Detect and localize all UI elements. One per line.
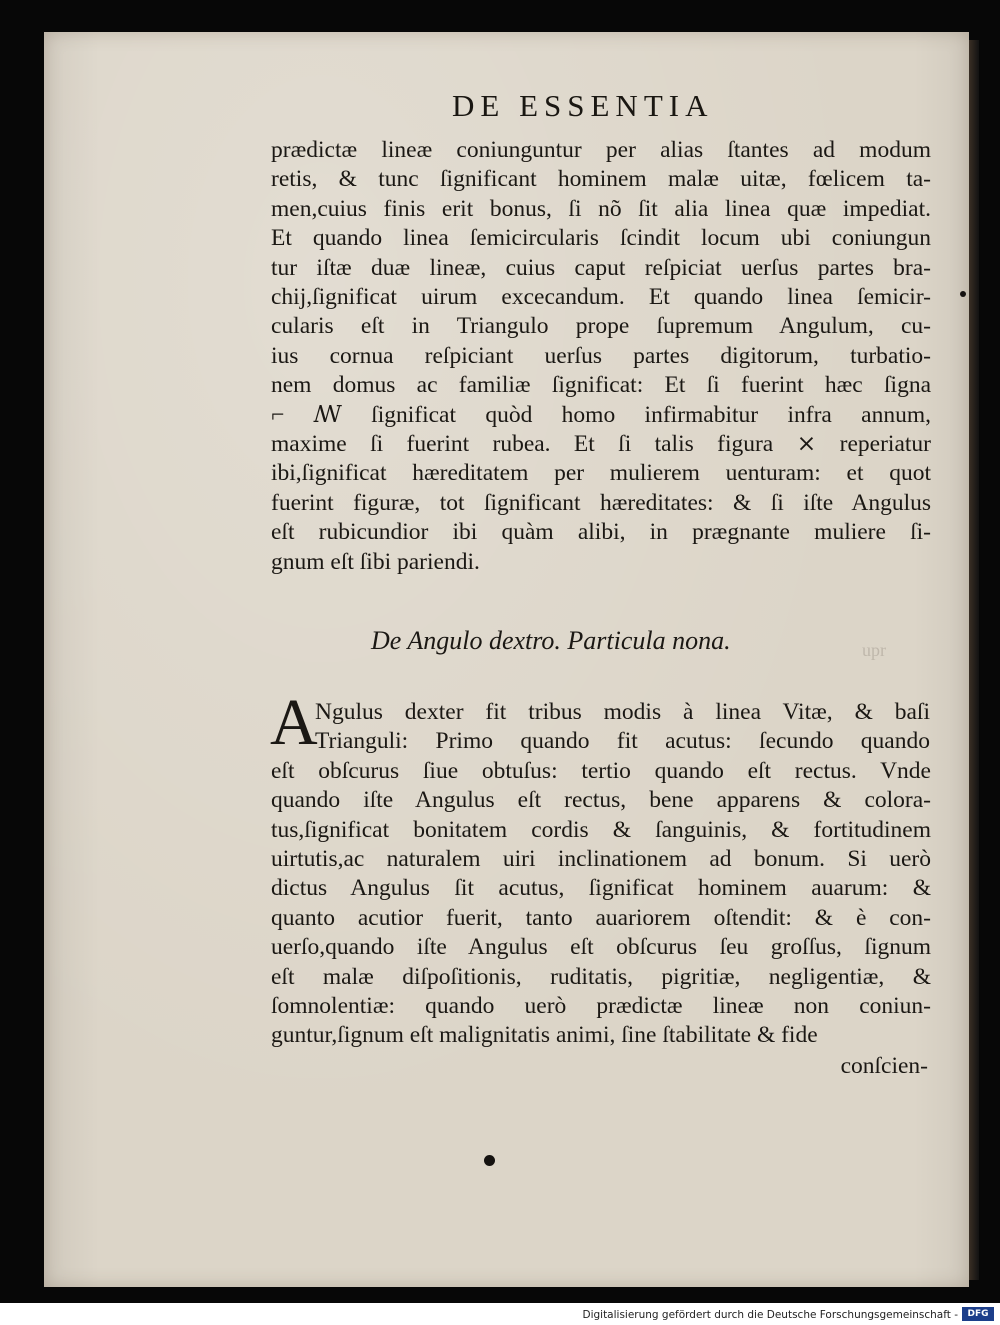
text-line: fuerint figuræ, tot ſignificant hæreditates: & ſi iſte Angulus — [271, 489, 931, 516]
text-line: ibi,ſignificat hæreditatem per mulierem uenturam: et quot — [271, 460, 931, 487]
text-line: maxime ſi fuerint rubea. Et ſi talis figura ⨯ reperiatur — [271, 431, 931, 457]
text-line: prædictæ lineæ coniunguntur per alias ſtantes ad modum — [271, 137, 931, 163]
text-line: retis, & tunc ſignificant hominem malæ uitæ, fœlicem ta- — [271, 166, 931, 193]
text-line: Et quando linea ſemicircularis ſcindit locum ubi coniungun — [271, 225, 931, 252]
catchword: conſcien- — [840, 1053, 928, 1079]
text-line: Ngulus dexter fit tribus modis à linea Vitæ, & baſi — [315, 699, 930, 725]
dfg-logo: DFG — [962, 1307, 994, 1321]
text-line: guntur,ſignum eſt malignitatis animi, ſine ſtabilitate & fide — [271, 1022, 818, 1049]
text-line: uirtutis,ac naturalem uiri inclinationem ad bonum. Si uerò — [271, 846, 931, 872]
text-line: ⌐ ꟿ ſignificat quòd homo infirmabitur infra annum, — [271, 401, 931, 428]
text-line: tus,ſignificat bonitatem cordis & ſanguinis, & fortitudinem — [271, 816, 931, 843]
text-line: tur iſtæ duæ lineæ, cuius caput reſpiciat uerſus partes bra- — [271, 254, 931, 281]
text-line: quando iſte Angulus eſt rectus, bene apparens & colora- — [271, 787, 931, 814]
text-line: ius cornua reſpiciant uerſus partes digitorum, turbatio- — [271, 342, 931, 369]
digitization-credit: Digitalisierung gefördert durch die Deutsche Forschungsgemeinschaft - — [582, 1309, 958, 1321]
show-through-text: upr — [862, 640, 886, 660]
text-line: cularis eſt in Triangulo prope ſupremum Angulum, cu- — [271, 313, 931, 340]
section-heading: De Angulo dextro. Particula nona. — [371, 626, 731, 655]
text-line: chij,ſignificat uirum excecandum. Et quando linea ſemicir- — [271, 284, 931, 310]
text-line: dictus Angulus ſit acutus, ſignificat hominem auarum: & — [271, 875, 931, 902]
text-line: ſomnolentiæ: quando uerò prædictæ lineæ non coniun- — [271, 993, 931, 1019]
drop-cap: A — [270, 686, 318, 759]
margin-dot — [960, 291, 966, 297]
text-line: uerſo,quando iſte Angulus eſt obſcurus ſeu groſſus, ſignum — [271, 934, 931, 961]
page-gutter — [969, 40, 979, 1280]
text-line: men,cuius finis erit bonus, ſi nõ ſit alia linea quæ impediat. — [271, 195, 931, 222]
running-head: DE ESSENTIA — [452, 88, 714, 123]
text-line: nem domus ac familiæ ſignificat: Et ſi fuerint hæc ſigna — [271, 372, 931, 399]
signature-dot — [484, 1155, 495, 1166]
text-line: eſt rubicundior ibi quàm alibi, in prægnante muliere ſi- — [271, 519, 931, 546]
text-line: quanto acutior fuerit, tanto auariorem oſtendit: & è con- — [271, 904, 931, 931]
text-line: gnum eſt ſibi pariendi. — [271, 548, 480, 575]
text-line: Trianguli: Primo quando fit acutus: ſecundo quando — [315, 728, 930, 755]
text-line: eſt malæ diſpoſitionis, ruditatis, pigritiæ, negligentiæ, & — [271, 963, 931, 990]
text-line: eſt obſcurus ſiue obtuſus: tertio quando eſt rectus. Vnde — [271, 757, 931, 784]
